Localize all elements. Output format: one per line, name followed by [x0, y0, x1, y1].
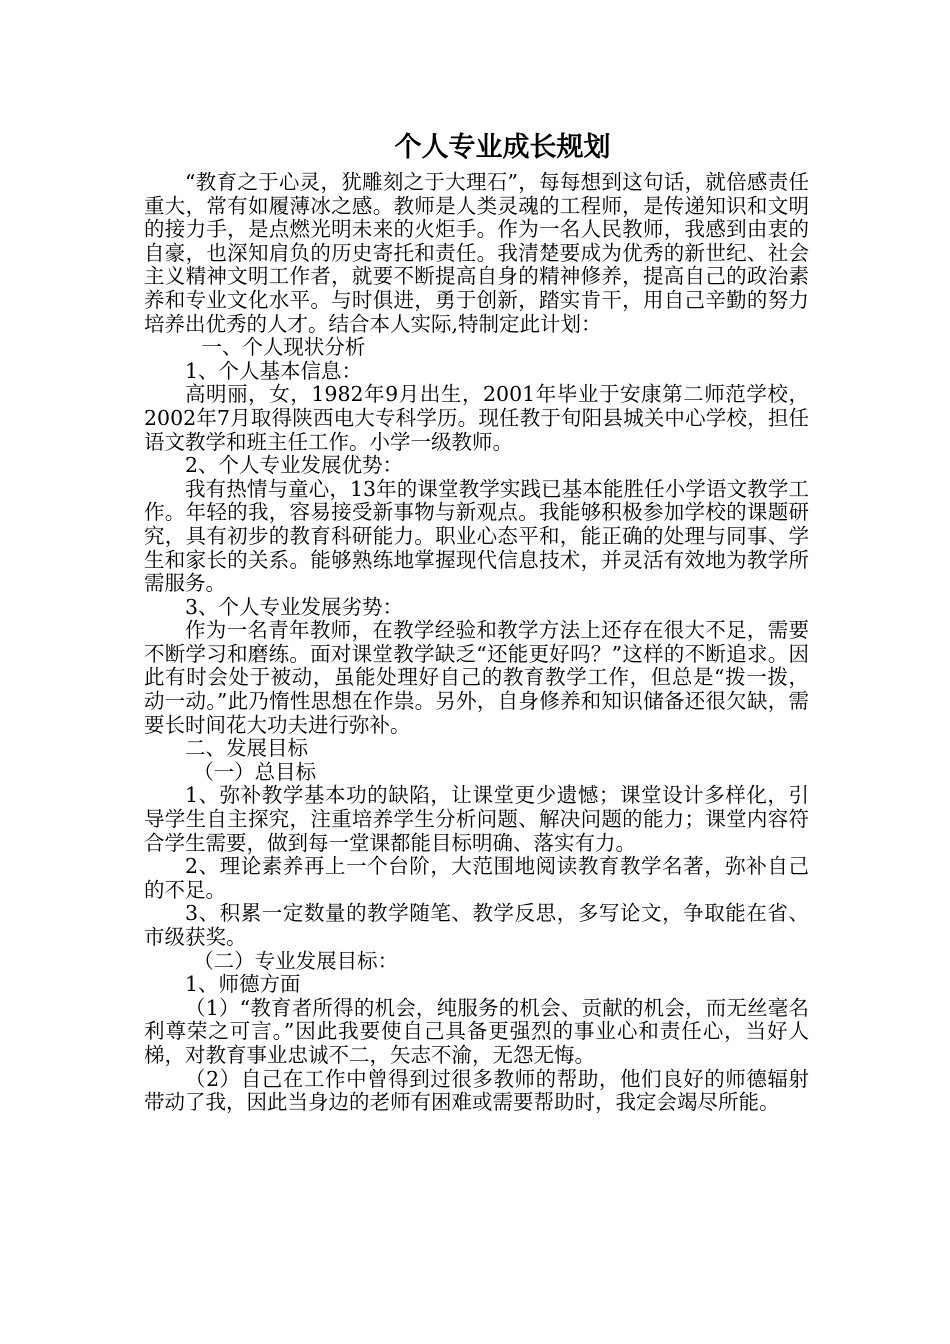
- subheading-ethics: 1、师德方面: [185, 972, 301, 997]
- paragraph-basic-info: 高明丽，女，1982年9月出生，2001年毕业于安康第二师范学校，2002年7月取得陕西电大专科学历。现任教于旬阳县城关中心学校，担任语文教学和班主任工作。小学一级教师。: [144, 382, 809, 454]
- subheading-professional-goals: （二）专业发展目标：: [193, 948, 399, 973]
- section-heading-status: 一、个人现状分析: [201, 335, 366, 360]
- paragraph-strengths: 我有热情与童心，13年的课堂教学实践已基本能胜任小学语文教学工作。年轻的我，容易接受新事物与新观点。我能够积极参加学校的课题研究，具有初步的教育科研能力。职业心态平和，能正确的处理与同事、学生和家长的关系。能够熟练地掌握现代信息技术，并灵活有效地为教学所需服务。: [144, 476, 809, 596]
- intro-paragraph: “教育之于心灵，犹雕刻之于大理石”，每每想到这句话，就倍感责任重大，常有如履薄冰之感。教师是人类灵魂的工程师，是传递知识和文明的接力手，是点燃光明未来的火炬手。作为一名人民教师，我感到由衷的自豪，也深知肩负的历史寄托和责任。我清楚要成为优秀的新世纪、社会主义精神文明工作者，就要不断提高自身的精神修养，提高自己的政治素养和专业文化水平。与时俱进，勇于创新，踏实肯干，用自己辛勤的努力培养出优秀的人才。结合本人实际,特制定此计划：: [144, 170, 809, 336]
- subheading-overall-goal: （一）总目标: [193, 759, 317, 784]
- subheading-weaknesses: 3、个人专业发展劣势：: [185, 594, 404, 619]
- document-body: [144, 171, 809, 1115]
- paragraph-weaknesses: 作为一名青年教师，在教学经验和教学方法上还存在很大不足，需要不断学习和磨练。面对课堂教学缺乏“还能更好吗？”这样的不断追求。因此有时会处于被动，虽能处理好自己的教育教学工作，但总是“拨一拨，动一动。”此乃惰性思想在作祟。另外，自身修养和知识储备还很欠缺，需要长时间花大功夫进行弥补。: [144, 618, 809, 737]
- subheading-basic-info: 1、个人基本信息：: [185, 358, 363, 383]
- document-title: 个人专业成长规划: [394, 132, 611, 163]
- section-heading-goals: 二、发展目标: [185, 736, 308, 761]
- paragraph-goal-2: 2、理论素养再上一个台阶，大范围地阅读教育教学名著，弥补自己的不足。: [144, 854, 809, 902]
- paragraph-ethics-1: （1）“教育者所得的机会，纯服务的机会、贡献的机会，而无丝毫名利尊荣之可言。”因此我要使自己具备更强烈的事业心和责任心，当好人梯，对教育事业忠诚不二，矢志不渝，无怨无悔。: [144, 995, 809, 1067]
- paragraph-goal-3: 3、积累一定数量的教学随笔、教学反思，多写论文，争取能在省、市级获奖。: [144, 901, 809, 949]
- subheading-strengths: 2、个人专业发展优势：: [185, 453, 404, 478]
- paragraph-goal-1: 1、弥补教学基本功的缺陷，让课堂更少遗憾；课堂设计多样化，引导学生自主探究，注重培养学生分析问题、解决问题的能力；课堂内容符合学生需要，做到每一堂课都能目标明确、落实有力。: [144, 783, 809, 855]
- paragraph-ethics-2: （2）自己在工作中曾得到过很多教师的帮助，他们良好的师德辐射带动了我，因此当身边的老师有困难或需要帮助时，我定会竭尽所能。: [144, 1066, 809, 1115]
